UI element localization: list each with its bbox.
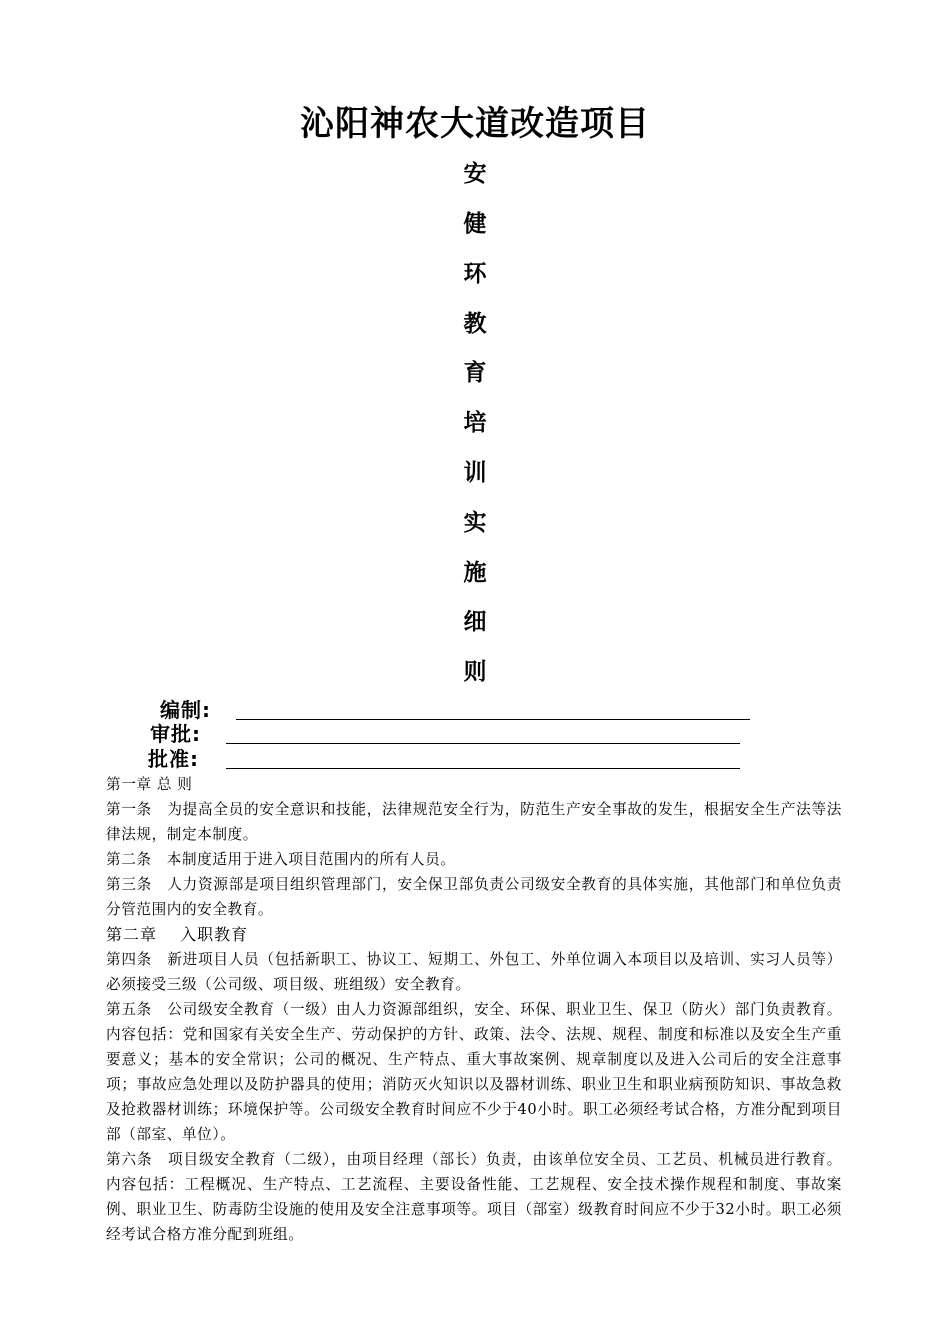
subtitle-char: 施 xyxy=(463,560,487,586)
subtitle-char: 健 xyxy=(463,211,487,237)
subtitle-char: 训 xyxy=(463,460,487,486)
subtitle-char: 环 xyxy=(463,261,487,287)
subtitle-char: 细 xyxy=(463,609,487,635)
compile-label: 编制: xyxy=(160,698,211,722)
subtitle-char: 教 xyxy=(463,311,487,337)
subtitle-char: 安 xyxy=(463,161,487,187)
article-paragraph: 第四条 新进项目人员（包括新职工、协议工、短期工、外包工、外单位调入本项目以及培训、实习人员等）必须接受三级（公司级、项目级、班组级）安全教育。 xyxy=(106,951,842,993)
article-paragraph: 第五条 公司级安全教育（一级）由人力资源部组织，安全、环保、职业卫生、保卫（防火）部门负责教育。内容包括：党和国家有关安全生产、劳动保护的方针、政策、法令、法规、规程、制度和标准以及安全生产重要意义；基本的安全常识；公司的概况、生产特点、重大事故案例、规章制度以及进入公司后的安全注意事项；事故应急处理以及防护器具的使用；消防灭火知识以及器材训练、职业卫生和职业病预防知识、事故急救及抢救器材训练；环境保护等。公司级安全教育时间应不少于40小时。职工必须经考试合格，方准分配到项目部（部室、单位）。 xyxy=(106,1001,842,1143)
chapter-heading: 第二章 入职教育 xyxy=(106,925,249,944)
article-paragraph: 第六条 项目级安全教育（二级），由项目经理（部长）负责，由该单位安全员、工艺员、机械员进行教育。内容包括：工程概况、生产特点、工艺流程、主要设备性能、工艺规程、安全技术操作规程和制度、事故案例、职业卫生、防毒防尘设施的使用及安全注意事项等。项目（部室）级教育时间应不少于32小时。职工必须经考试合格方准分配到班组。 xyxy=(106,1151,842,1243)
approve-label: 批准: xyxy=(148,747,199,771)
article-paragraph: 第三条 人力资源部是项目组织管理部门，安全保卫部负责公司级安全教育的具体实施，其他部门和单位负责分管范围内的安全教育。 xyxy=(106,876,842,918)
document-body xyxy=(106,772,842,1247)
subtitle-char: 育 xyxy=(463,360,487,386)
article-paragraph: 第二条 本制度适用于进入项目范围内的所有人员。 xyxy=(106,851,456,868)
review-signature-line xyxy=(226,743,740,744)
review-label: 审批: xyxy=(150,722,201,746)
subtitle-char: 培 xyxy=(463,410,487,436)
article-paragraph: 第一条 为提高全员的安全意识和技能，法律规范安全行为，防范生产安全事故的发生，根据安全生产法等法律法规，制定本制度。 xyxy=(106,801,842,843)
subtitle-char: 则 xyxy=(463,659,487,685)
chapter-heading: 第一章 总 则 xyxy=(106,776,193,793)
approve-signature-line xyxy=(226,768,740,769)
document-title: 沁阳神农大道改造项目 xyxy=(300,104,650,144)
compile-signature-line xyxy=(236,719,750,720)
subtitle-char: 实 xyxy=(463,510,487,536)
